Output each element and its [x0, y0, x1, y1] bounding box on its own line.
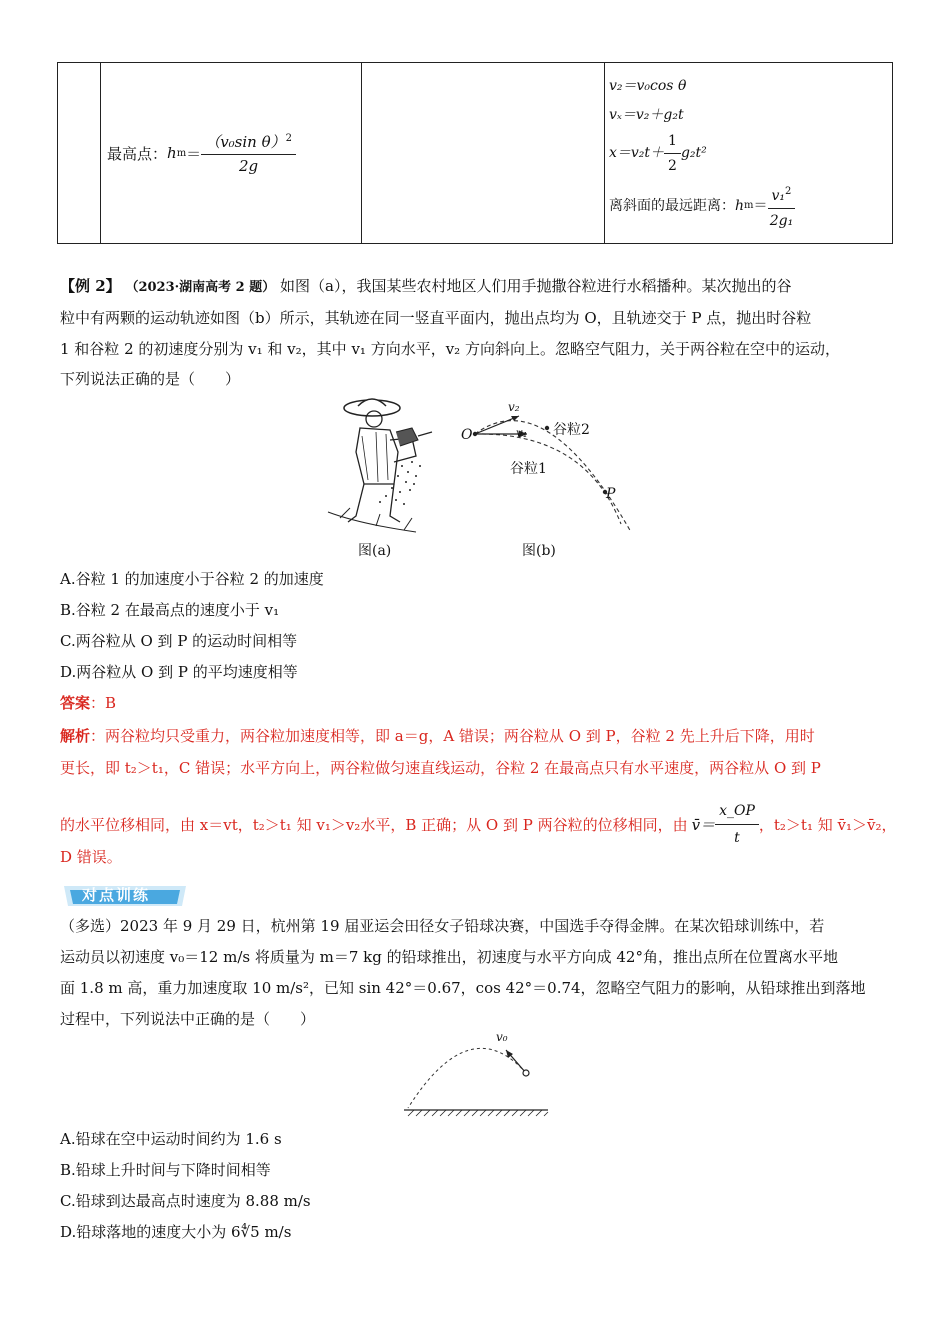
v2-arrow	[475, 416, 519, 434]
example-option-c: C.两谷粒从 O 到 P 的运动时间相等	[60, 632, 298, 650]
example-stem-line-2: 粒中有两颗的运动轨迹如图（b）所示，其轨迹在同一竖直平面内，抛出点均为 O，且轨迹交于 P 点，抛出时谷粒	[60, 309, 812, 327]
practice-option-c: C.铅球到达最高点时速度为 8.88 m/s	[60, 1192, 311, 1210]
label-grain-1: 谷粒1	[510, 461, 547, 477]
example-option-b: B.谷粒 2 在最高点的速度小于 v₁	[60, 601, 280, 619]
practice-stem-line-4: 过程中，下列说法中正确的是（ ）	[60, 1010, 316, 1028]
label-v1: v₁	[516, 426, 528, 440]
analysis-line-3: 的水平位移相同，由 x＝vt，t₂＞t₁ 知 v₁＞v₂水平，B 正确；从 O 到 P 两谷粒的位移相同，由 v̄＝ $\frac{x\_OP}{t}$ ，t₂＞t₁ 知 v̄₁＞v̄₂，	[60, 800, 896, 849]
example-source: （2023·湖南高考 2 题）	[125, 280, 276, 295]
label-P: P	[606, 486, 616, 502]
grain-1-trajectory	[475, 434, 621, 524]
answer	[60, 692, 116, 714]
example-stem-line-1: 【例 2】 （2023·湖南高考 2 题） 如图（a），我国某些农村地区人们用手抛撒谷粒进行水稻播种。某次抛出的谷	[60, 277, 792, 295]
answer-label: 答案	[60, 694, 91, 712]
analysis-label: 解析	[60, 727, 91, 745]
shot-put-ball	[523, 1070, 529, 1076]
table-cell-empty	[362, 63, 605, 244]
formula-x: x＝v₂t＋ $\frac{1}{2}$ g₂t²	[609, 132, 707, 174]
analysis-line-4: D 错误。	[60, 848, 122, 866]
practice-option-a: A.铅球在空中运动时间约为 1.6 s	[60, 1130, 282, 1148]
label-v0: v₀	[496, 1030, 508, 1044]
max-height-fraction: $\frac{(v_0\sin \theta)^2}{2g}$	[201, 131, 296, 175]
shot-put-figure	[400, 1030, 552, 1118]
formula-max-distance: 离斜面的最远距离： h m ＝ $\frac{v_1^2}{\text{2g₁}}$	[609, 182, 892, 231]
example-option-d: D.两谷粒从 O 到 P 的平均速度相等	[60, 663, 298, 681]
farmer-sowing-figure	[320, 392, 440, 537]
practice-option-d: D.铅球落地的速度大小为 6∜5 m/s	[60, 1223, 292, 1241]
practice-stem-line-2: 运动员以初速度 v₀＝12 m/s 将质量为 m＝7 kg 的铅球推出，初速度与水平方向成 42°角，推出点所在位置离水平地	[60, 948, 838, 966]
example-label: 【例 2】	[60, 277, 121, 295]
example-stem-line-4: 下列说法正确的是（ ）	[60, 370, 241, 388]
practice-option-b: B.铅球上升时间与下降时间相等	[60, 1161, 271, 1179]
formula-table	[57, 62, 893, 244]
practice-tag-label: 对点训练	[82, 886, 151, 904]
analysis-line-2: 更长，即 t₂＞t₁，C 错误；水平方向上，两谷粒做匀速直线运动，谷粒 2 在最高点只有水平速度，两谷粒从 O 到 P	[60, 759, 821, 777]
practice-stem-line-1: （多选）2023 年 9 月 29 日，杭州第 19 届亚运会田径女子铅球决赛，中国选手夺得金牌。在某次铅球训练中，若	[60, 917, 825, 935]
analysis-line-1: 解析：两谷粒均只受重力，两谷粒加速度相等，即 a＝g，A 错误；两谷粒从 O 到 P，谷粒 2 先上升后下降，用时	[60, 727, 815, 745]
label-O: O	[461, 427, 473, 443]
table-cell-index	[58, 63, 101, 244]
figure-b-caption: 图(b)	[522, 543, 556, 559]
max-height-label: 最高点：	[107, 144, 168, 163]
table-cell-max-height: 最高点： h m ＝ $\frac{(v_0\sin \theta)^2}{2g}$	[101, 63, 362, 244]
formula-vx: vₓ＝v₂＋g₂t	[609, 106, 684, 123]
practice-stem-line-3: 面 1.8 m 高，重力加速度取 10 m/s²，已知 sin 42°＝0.67，cos 42°＝0.74，忽略空气阻力的影响，从铅球推出到落地	[60, 979, 866, 997]
example-option-a: A.谷粒 1 的加速度小于谷粒 2 的加速度	[60, 570, 324, 588]
trajectory-figure	[455, 392, 645, 537]
label-grain-2: 谷粒2	[553, 422, 590, 438]
example-stem-line-3: 1 和谷粒 2 的初速度分别为 v₁ 和 v₂，其中 v₁ 方向水平，v₂ 方向斜向上。忽略空气阻力，关于两谷粒在空中的运动，	[60, 340, 840, 358]
label-v2: v₂	[508, 400, 520, 414]
answer-value: ：B	[90, 694, 117, 712]
figure-a-caption: 图(a)	[358, 543, 392, 559]
formula-v2: v₂＝v₀cos θ	[609, 77, 687, 94]
table-cell-incline-formulas	[605, 63, 893, 244]
